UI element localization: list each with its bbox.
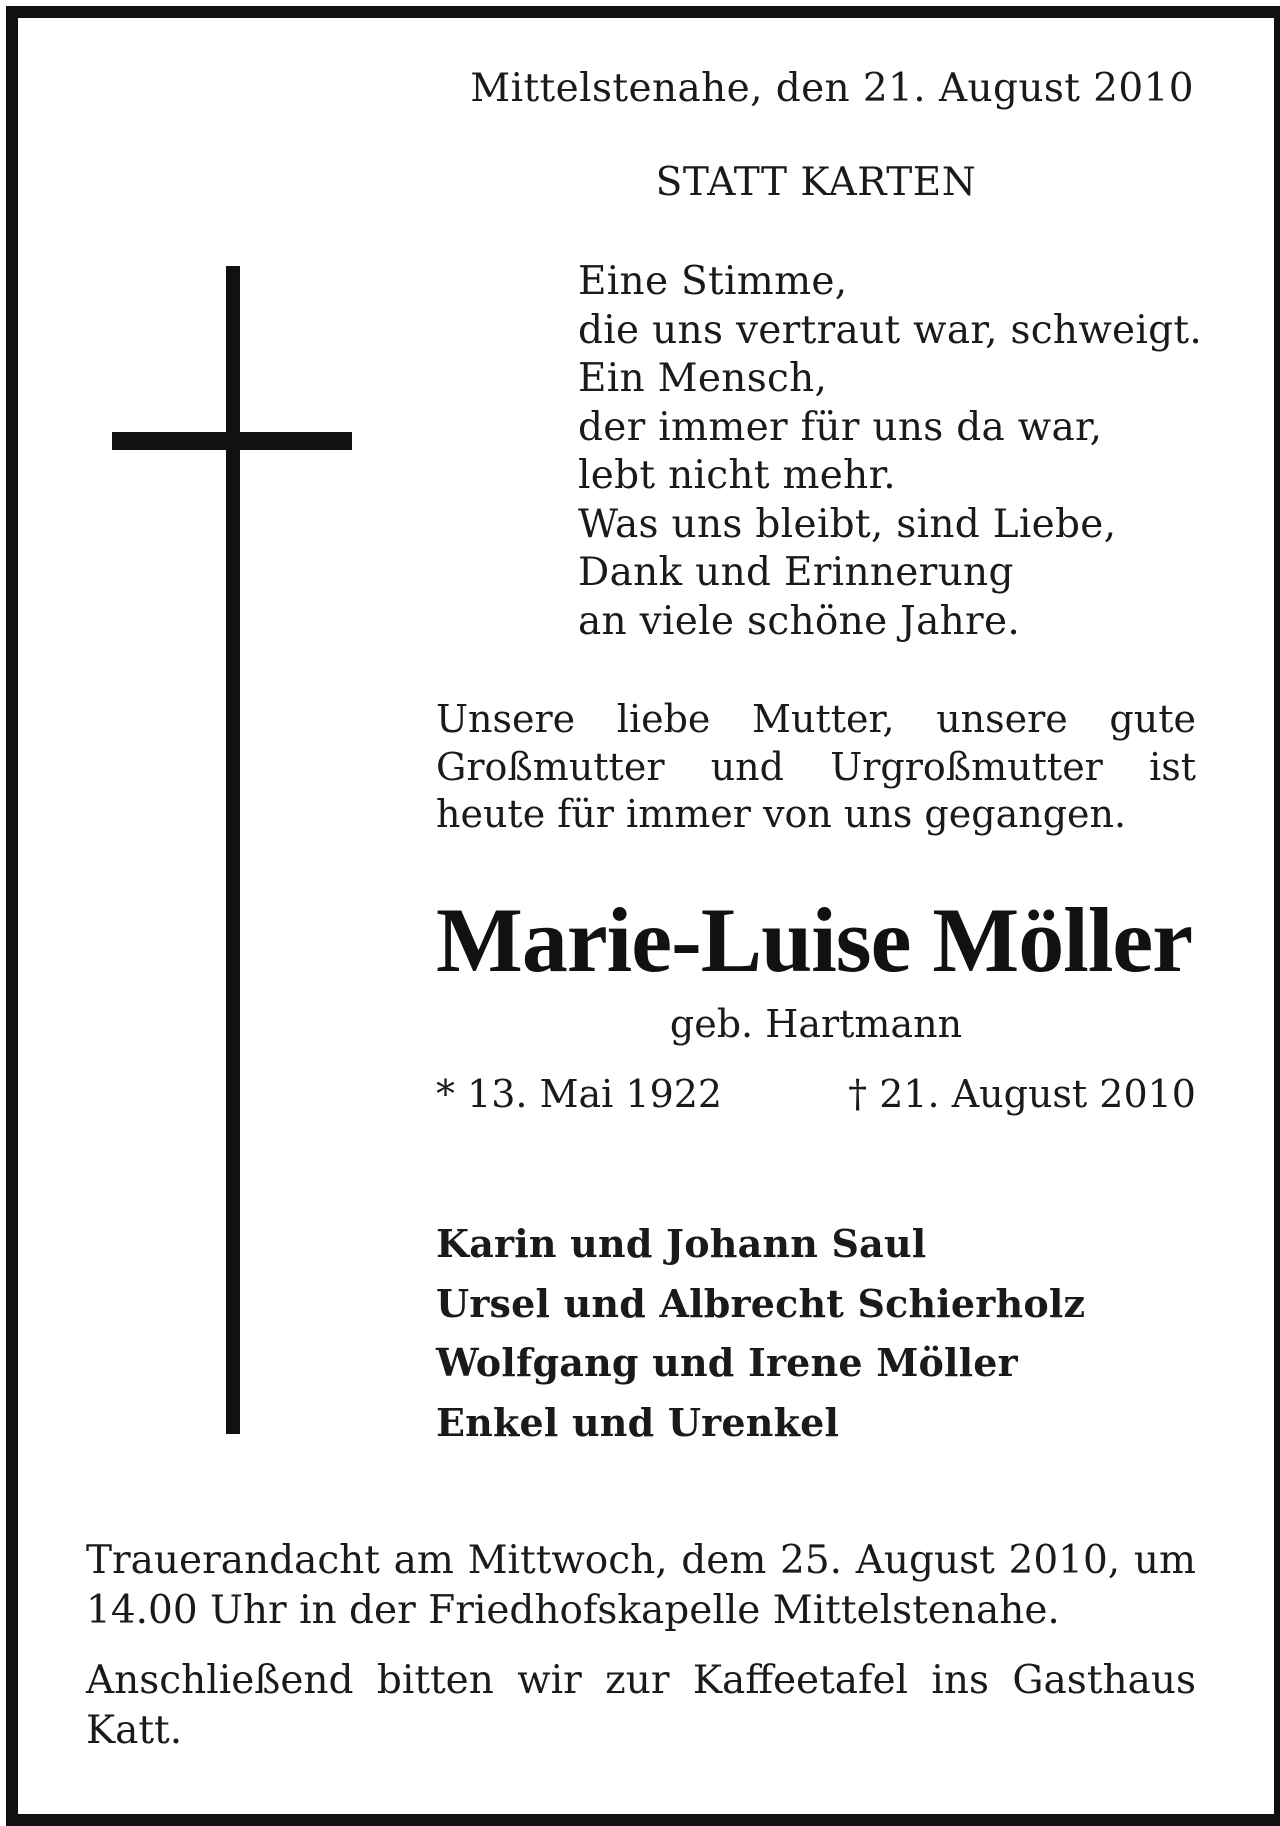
reception-line: Anschließend bitten wir zur Kaffeetafel ins Gasthaus	[86, 1658, 1196, 1703]
service-line: Trauerandacht am Mittwoch, dem 25. August 2010, um	[86, 1538, 1196, 1583]
reception-line: Katt.	[86, 1708, 183, 1753]
intro-line: Unsere liebe Mutter, unsere gute	[436, 697, 1196, 741]
mourner-entry: Wolfgang und Irene Möller	[436, 1340, 1018, 1385]
death-date: † 21. August 2010	[848, 1072, 1196, 1116]
intro-line: heute für immer von uns gegangen.	[436, 792, 1127, 836]
place-date: Mittelstenahe, den 21. August 2010	[470, 66, 1194, 111]
mourners-list	[436, 1214, 1085, 1452]
poem-line: Eine Stimme,	[578, 259, 848, 304]
poem-line: Ein Mensch,	[578, 356, 828, 401]
intro-line: Großmutter und Urgroßmutter ist	[436, 744, 1196, 789]
birth-date: * 13. Mai 1922	[436, 1072, 723, 1116]
service-line: 14.00 Uhr in der Friedhofskapelle Mittelstenahe.	[86, 1588, 1060, 1633]
statt-karten-heading: STATT KARTEN	[655, 160, 977, 205]
mourner-entry: Enkel und Urenkel	[436, 1399, 840, 1445]
service-info	[86, 1536, 1196, 1636]
cross-icon-horizontal-beam	[112, 432, 352, 450]
poem-line: der immer für uns da war,	[578, 404, 1103, 450]
poem-line: Was uns bleibt, sind Liebe,	[578, 501, 1117, 547]
mourner-entry: Ursel und Albrecht Schierholz	[436, 1280, 1086, 1326]
maiden-name: geb. Hartmann	[669, 1002, 963, 1046]
intro-text	[436, 696, 1196, 839]
poem-line: die uns vertraut war, schweigt.	[578, 307, 1203, 353]
deceased-name: Marie-Luise Möller	[436, 889, 1193, 991]
poem	[578, 258, 1202, 646]
poem-line: Dank und Erinnerung	[578, 550, 1014, 595]
life-dates	[436, 1072, 1196, 1116]
poem-line: lebt nicht mehr.	[578, 453, 896, 498]
poem-line: an viele schöne Jahre.	[578, 598, 1021, 644]
reception-info	[86, 1656, 1196, 1756]
mourner-entry: Karin und Johann Saul	[436, 1221, 927, 1266]
